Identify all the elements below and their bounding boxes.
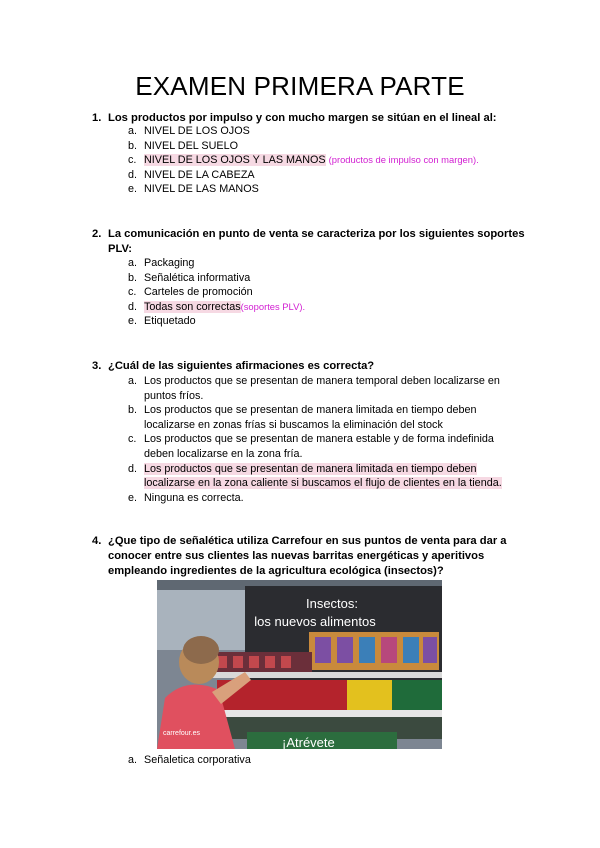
option-d[interactable]: d. Todas son correctas(soportes PLV).: [128, 300, 306, 313]
question-3: [92, 359, 532, 374]
sign-line-1: Insectos:: [305, 596, 359, 611]
question-number: 2.: [92, 228, 102, 240]
option-e[interactable]: e. Etiquetado: [128, 315, 196, 328]
option-a[interactable]: a. Los productos que se presentan de manera temporal deben localizarse en puntos fríos.: [128, 375, 500, 402]
question-text: ¿Que tipo de señalética utiliza Carrefour en sus puntos de venta para dar a conocer entre sus clientes las nuevas barritas energéticas y aperitivos empleando ingredientes de la agricultura ecológica (insectos)?: [108, 535, 507, 577]
question-text: ¿Cuál de las siguientes afirmaciones es correcta?: [108, 360, 375, 372]
question-number: 4.: [92, 535, 102, 547]
store-photo: [157, 580, 442, 749]
page-title: EXAMEN PRIMERA PARTE: [135, 71, 465, 101]
question-number: 3.: [92, 360, 102, 372]
answer-highlight: Todas son correctas: [144, 300, 241, 313]
option-a[interactable]: a. Packaging: [128, 257, 195, 269]
question-2: [92, 227, 532, 257]
option-c[interactable]: c. NIVEL DE LOS OJOS Y LAS MANOS (productos de impulso con margen).: [128, 154, 479, 167]
options-1: [128, 124, 528, 197]
question-4: [92, 534, 532, 579]
answer-highlight: NIVEL DE LOS OJOS Y LAS MANOS: [144, 154, 326, 167]
question-text: Los productos por impulso y con mucho margen se sitúan en el lineal al:: [108, 112, 497, 124]
option-c[interactable]: c. Carteles de promoción: [128, 286, 253, 299]
option-c[interactable]: c. Los productos que se presentan de manera estable y de forma indefinida deben localizarse en la zona fría.: [128, 433, 494, 460]
option-b[interactable]: b. NIVEL DEL SUELO: [128, 139, 239, 152]
question-text: La comunicación en punto de venta se caracteriza por los siguientes soportes PLV:: [108, 228, 525, 255]
shirt-text: carrefour.es: [163, 730, 200, 737]
answer-highlight: Los productos que se presentan de manera limitada en tiempo deben localizarse en la zona caliente si buscamos el flujo de clientes en la tienda.: [144, 462, 502, 490]
option-a[interactable]: a. Señaletica corporativa: [128, 754, 251, 766]
answer-note: (productos de impulso con margen).: [328, 154, 479, 166]
answer-note: (soportes PLV).: [240, 300, 306, 312]
question-number: 1.: [92, 112, 102, 124]
option-a[interactable]: a. NIVEL DE LOS OJOS: [128, 125, 250, 137]
option-d[interactable]: d. NIVEL DE LA CABEZA: [128, 168, 255, 181]
options-4: [128, 753, 528, 768]
option-b[interactable]: b. Los productos que se presentan de manera limitada en tiempo deben localizarse en zonas frías si buscamos la eliminación del stock: [128, 404, 477, 431]
option-b[interactable]: b. Señalética informativa: [128, 271, 251, 284]
option-d[interactable]: d. Los productos que se presentan de manera limitada en tiempo deben localizarse en la zona caliente si buscamos el flujo de clientes en la tienda.: [128, 462, 502, 490]
options-2: [128, 256, 528, 329]
options-3: [128, 374, 520, 505]
option-e[interactable]: e. NIVEL DE LAS MANOS: [128, 183, 259, 196]
bottom-sign: ¡Atrévete: [282, 735, 335, 749]
sign-line-2: los nuevos alimentos: [254, 614, 376, 629]
option-e[interactable]: e. Ninguna es correcta.: [128, 491, 244, 504]
